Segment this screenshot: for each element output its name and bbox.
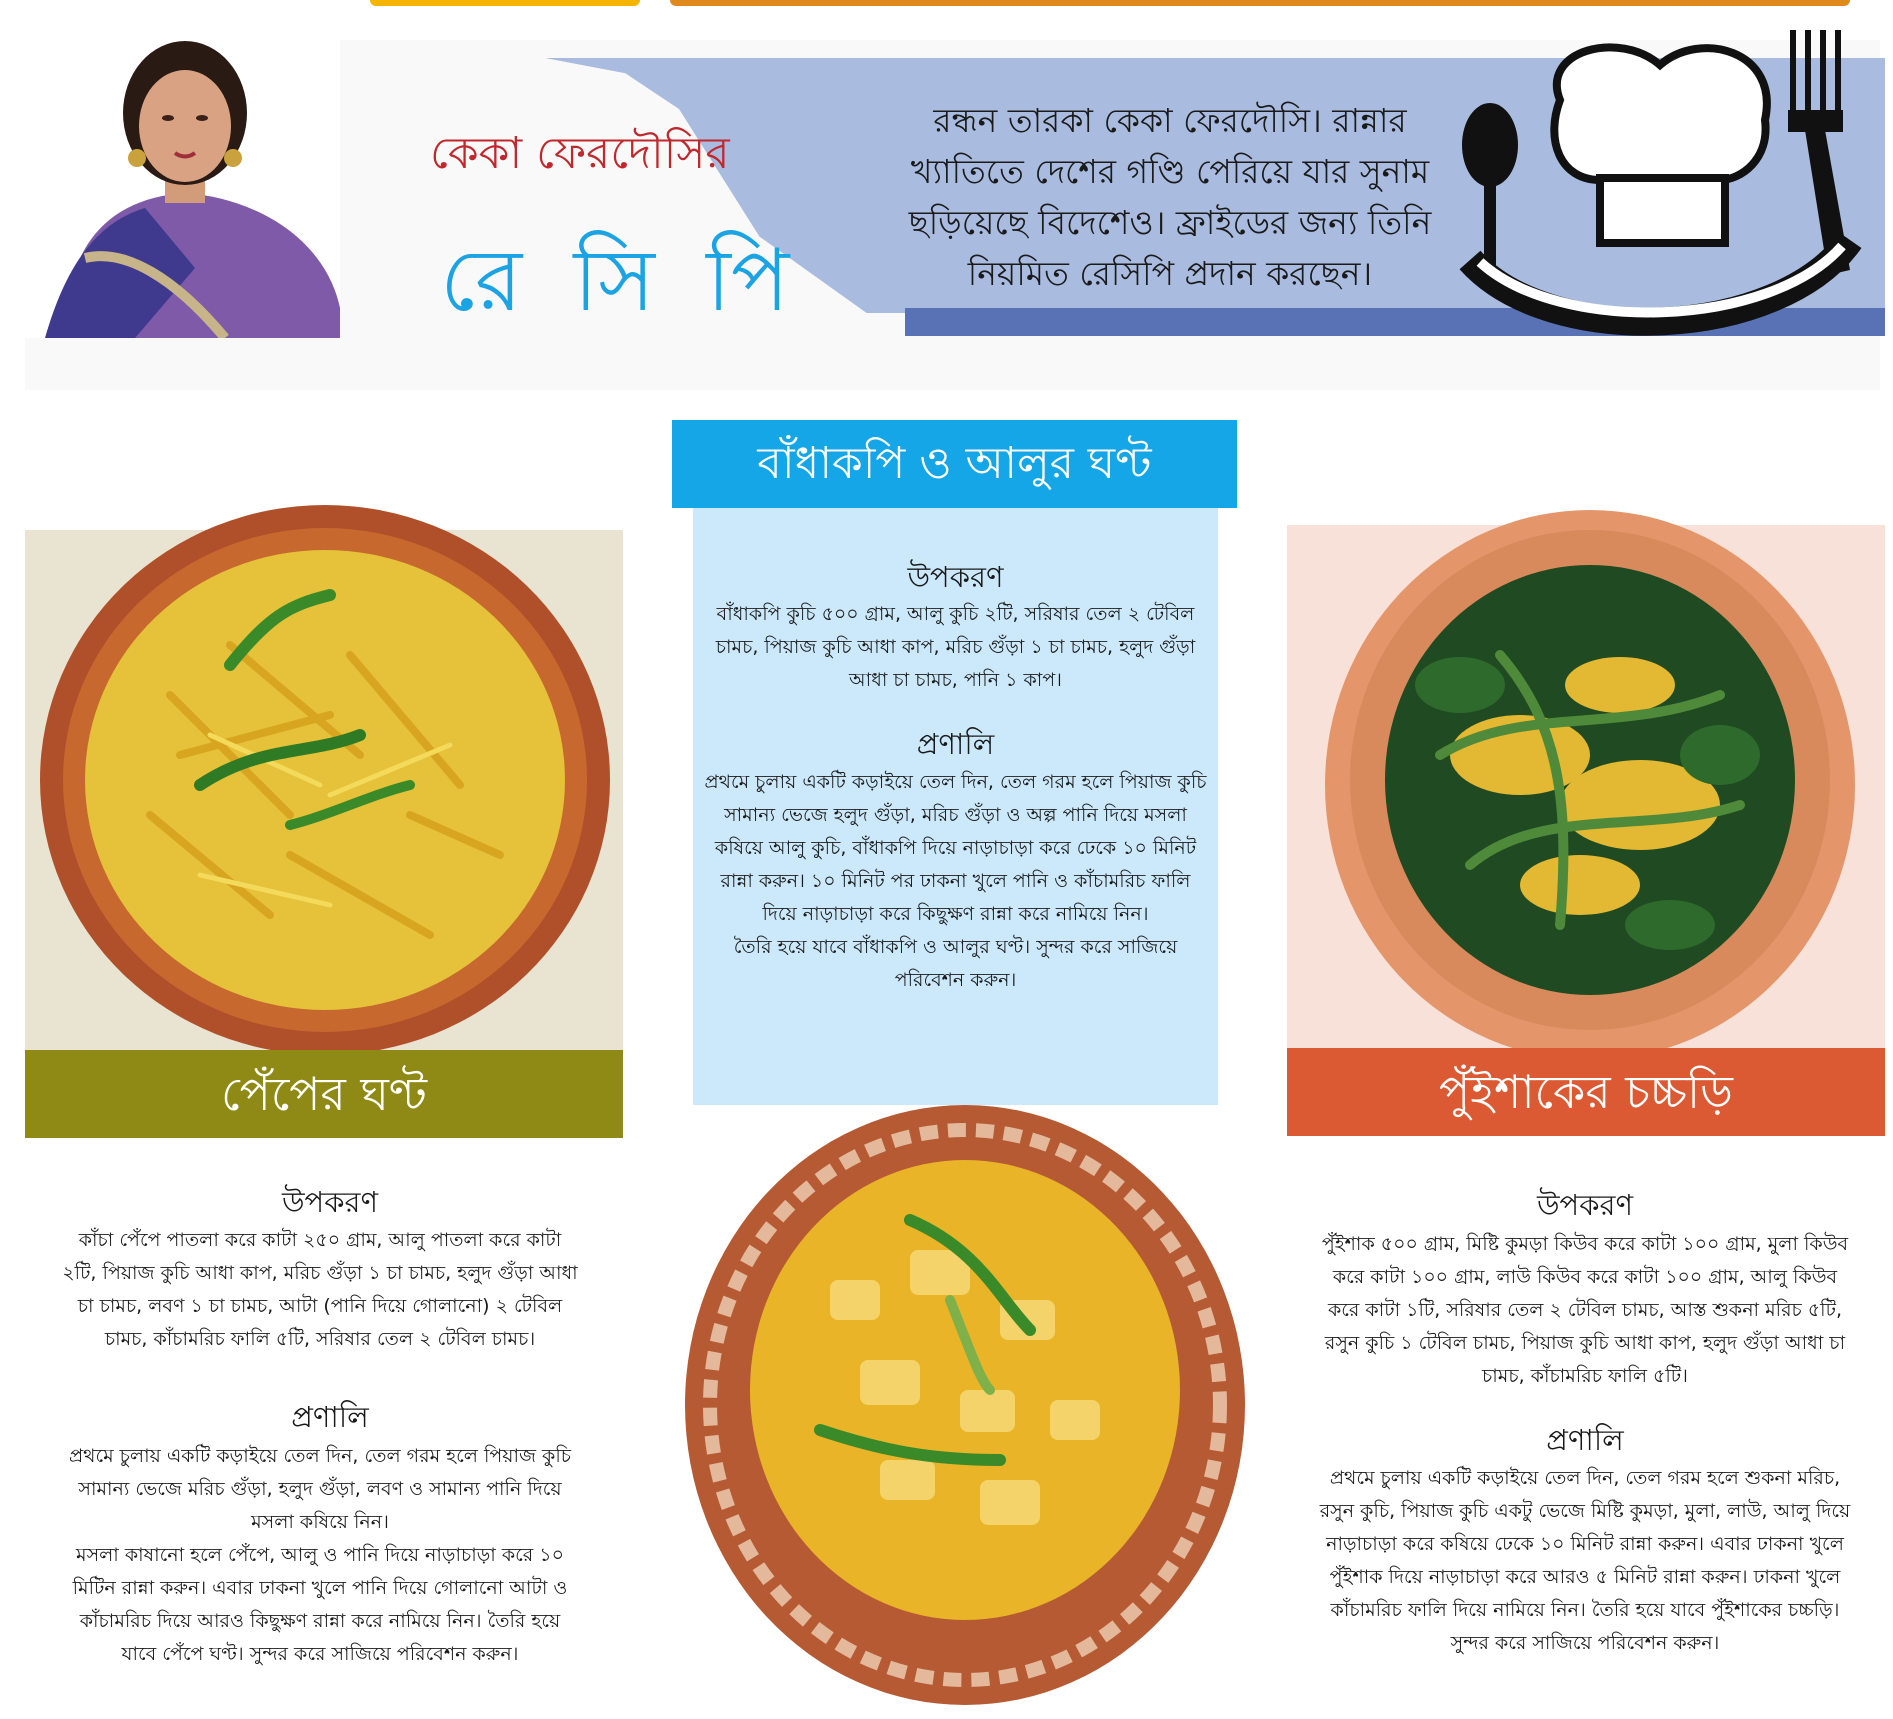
papaya-ingredients-text (60, 1224, 580, 1356)
top-accent-bar-orange (670, 0, 1850, 6)
chef-hat-cutlery-icon (1450, 10, 1870, 370)
recipe-series-title: রে সি পি (440, 231, 802, 331)
ingredients-paragraph: কাঁচা পেঁপে পাতলা করে কাটা ২৫০ গ্রাম, আলু পাতলা করে কাটা ২টি, পিয়াজ কুচি আধা কাপ, মরিচ গুঁড়া ১ চা চামচ, হলুদ গুঁড়া আধা চা চামচ, লবণ ১ চা চামচ, আটা (পানি দিয়ে গোলানো) ২ টেবিল চামচ, কাঁচামরিচ ফালি ৫টি, সরিষার তেল ২ টেবিল চামচ। (62, 1229, 578, 1350)
pui-ingredients-text (1315, 1228, 1855, 1393)
papaya-ghonto-photo (30, 495, 620, 1065)
papaya-method-heading: প্রণালি (291, 1400, 369, 1434)
pui-shak-chocchori-photo (1320, 505, 1860, 1065)
cabbage-method-heading: প্রণালি (916, 727, 995, 761)
cabbage-ghonto-title-band (672, 420, 1237, 508)
method-paragraph: প্রথমে চুলায় একটি কড়াইয়ে তেল দিন, তেল গরম হলে পিয়াজ কুচি সামান্য ভেজে মরিচ গুঁড়া, হলুদ গুঁড়া, লবণ ও সামান্য পানি দিয়ে মসলা কষিয়ে নিন। (68, 1445, 572, 1533)
ingredients-paragraph: বাঁধাকপি কুচি ৫০০ গ্রাম, আলু কুচি ২টি, সরিষার তেল ২ টেবিল চামচ, পিয়াজ কুচি আধা কাপ, মরিচ গুঁড়া ১ চা চামচ, হলুদ গুঁড়া আধা চা চামচ, পানি ১ কাপ। (715, 603, 1196, 691)
method-paragraph: তৈরি হয়ে যাবে বাঁধাকপি ও আলুর ঘণ্ট। সুন্দর করে সাজিয়ে পরিবেশন করুন। (733, 936, 1178, 991)
method-paragraph: মসলা কাষানো হলে পেঁপে, আলু ও পানি দিয়ে নাড়াচাড়া করে ১০ মিটিন রান্না করুন। এবার ঢাকনা খুলে পানি দিয়ে গোলানো আটা ও কাঁচামরিচ দিয়ে আরও কিছুক্ষণ রান্না করে নামিয়ে নিন। তৈরি হয়ে যাবে পেঁপে ঘণ্ট। সুন্দর করে সাজিয়ে পরিবেশন করুন। (72, 1544, 568, 1665)
pui-method-text (1315, 1462, 1855, 1660)
recipe-title: পেঁপের ঘণ্ট (220, 1067, 428, 1121)
recipe-series-subtitle: কেকা ফেরদৌসির (430, 128, 730, 179)
method-paragraph: প্রথমে চুলায় একটি কড়াইয়ে তেল দিন, তেল গরম হলে শুকনা মরিচ, রসুন কুচি, পিয়াজ কুচি একটু ভেজে মিষ্টি কুমড়া, মুলা, লাউ, আলু দিয়ে নাড়াচাড়া করে কষিয়ে ঢেকে ১০ মিনিট রান্না করুন। এবার ঢাকনা খুলে পুঁইশাক দিয়ে নাড়াচাড়া করে আরও ৫ মিনিট রান্না করুন। ঢাকনা খুলে কাঁচামরিচ ফালি দিয়ে নামিয়ে নিন। তৈরি হয়ে যাবে পুঁইশাকের চচ্চড়ি। সুন্দর করে সাজিয়ে পরিবেশন করুন। (1319, 1467, 1851, 1654)
cabbage-ingredients-text (703, 598, 1208, 697)
pui-ingredients-heading: উপকরণ (1536, 1188, 1634, 1222)
recipe-title: বাঁধাকপি ও আলুর ঘণ্ট (757, 438, 1152, 489)
cabbage-ingredients-heading: উপকরণ (907, 560, 1004, 594)
intro-paragraph: রন্ধন তারকা কেকা ফেরদৌসি। রান্নার খ্যাতিতে দেশের গণ্ডি পেরিয়ে যার সুনাম ছড়িয়েছে বিদেশেও। ফ্রাইডের জন্য তিনি নিয়মিত রেসিপি প্রদান করছেন। (908, 101, 1432, 293)
cabbage-method-text (703, 766, 1208, 997)
chef-portrait (25, 8, 340, 338)
pui-method-heading: প্রণালি (1546, 1423, 1624, 1457)
method-paragraph: প্রথমে চুলায় একটি কড়াইয়ে তেল দিন, তেল গরম হলে পিয়াজ কুচি সামান্য ভেজে হলুদ গুঁড়া, মরিচ গুঁড়া ও অল্প পানি দিয়ে মসলা কষিয়ে আলু কুচি, বাঁধাকপি দিয়ে নাড়াচাড়া করে ঢেকে ১০ মিনিট রান্না করুন। ১০ মিনিট পর ঢাকনা খুলে পানি ও কাঁচামরিচ ফালি দিয়ে নাড়াচাড়া করে কিছুক্ষণ রান্না করে নামিয়ে নিন। (704, 771, 1207, 925)
recipe-title: পুঁইশাকের চচ্চড়ি (1438, 1065, 1734, 1119)
papaya-ingredients-heading: উপকরণ (281, 1185, 379, 1219)
pui-shak-title-band (1287, 1048, 1885, 1136)
papaya-method-text (60, 1440, 580, 1671)
ingredients-paragraph: পুঁইশাক ৫০০ গ্রাম, মিষ্টি কুমড়া কিউব করে কাটা ১০০ গ্রাম, মুলা কিউব করে কাটা ১০০ গ্রাম, লাউ কিউব করে কাটা ১০০ গ্রাম, আলু কিউব করে কাটা ১টি, সরিষার তেল ২ টেবিল চামচ, আস্ত শুকনা মরিচ ৫টি, রসুন কুচি ১ টেবিল চামচ, পিয়াজ কুচি আধা কাপ, হলুদ গুঁড়া আধা চা চামচ, কাঁচামরিচ ফালি ৫টি। (1321, 1233, 1849, 1387)
top-accent-bar-yellow (370, 0, 640, 6)
cabbage-ghonto-photo (680, 1100, 1250, 1710)
papaya-ghonto-title-band (25, 1050, 623, 1138)
